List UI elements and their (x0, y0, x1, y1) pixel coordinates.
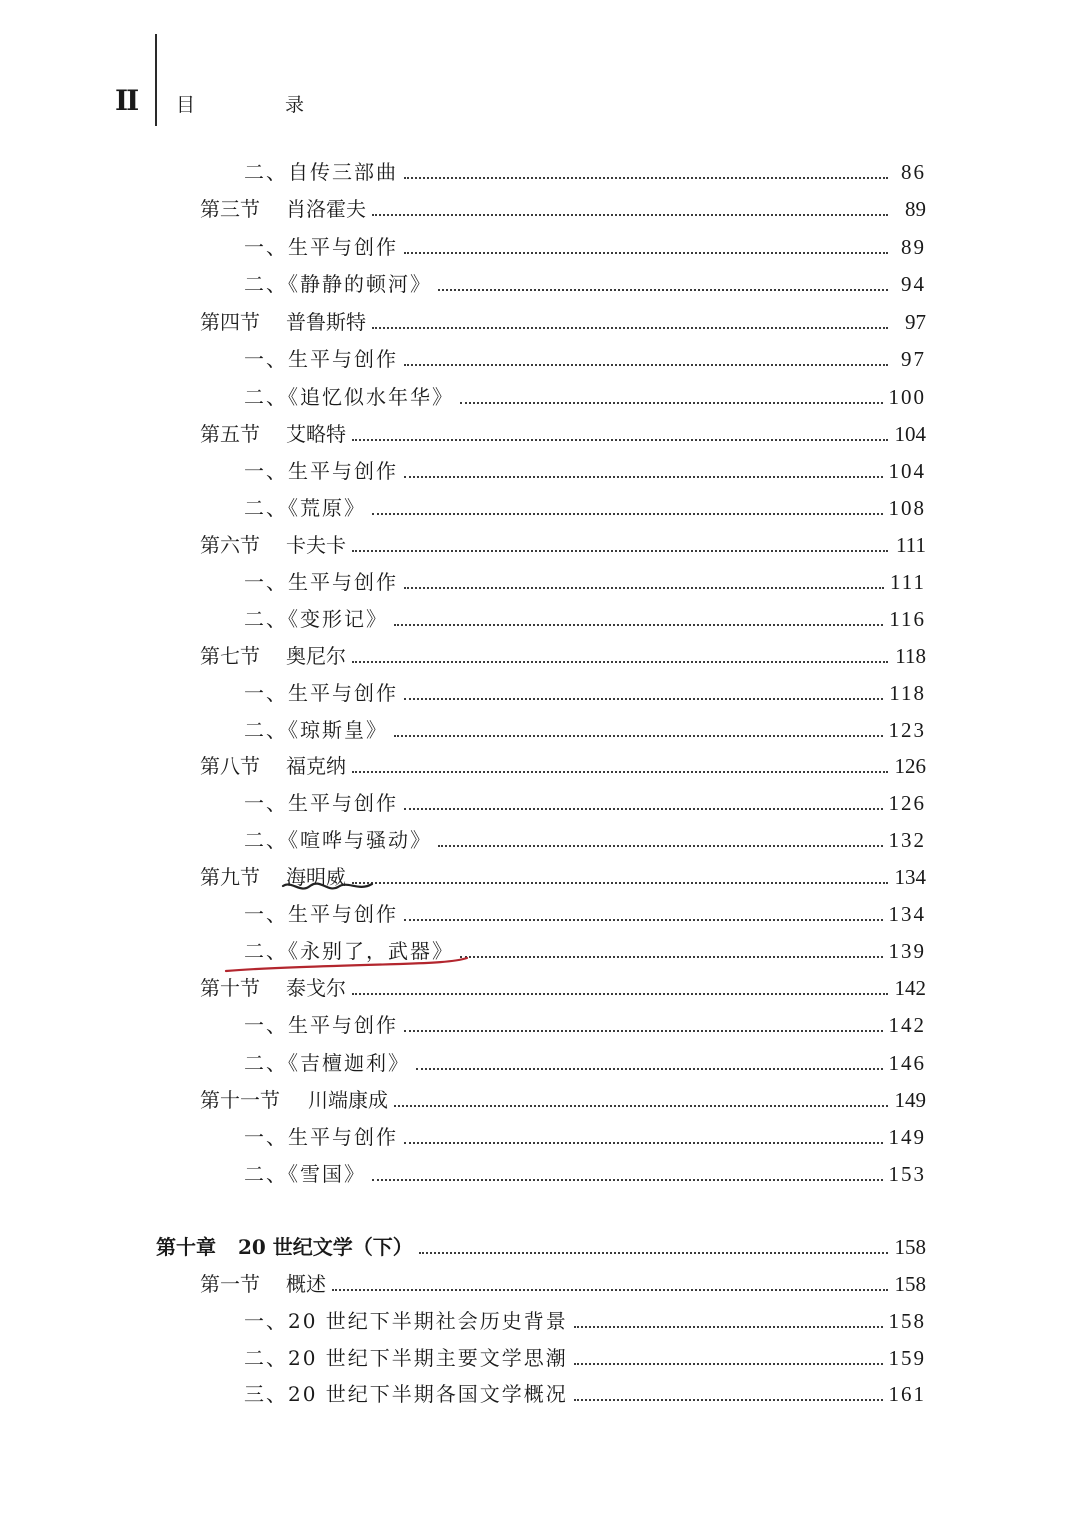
toc-page-number: 153 (888, 1162, 926, 1186)
dot-leader (438, 844, 883, 847)
dot-leader (438, 288, 888, 291)
dot-leader (404, 475, 883, 478)
toc-page-number: 104 (894, 422, 926, 446)
toc-page-number: 159 (888, 1346, 926, 1370)
dot-leader (352, 438, 888, 441)
dot-leader (574, 1362, 883, 1365)
toc-page-number: 108 (888, 496, 926, 520)
toc-entry-title: 二、《喧哗与骚动》 (244, 828, 432, 852)
toc-entry[interactable] (244, 824, 926, 858)
toc-entry-title: 二、《静静的顿河》 (244, 272, 432, 296)
dot-leader (394, 734, 883, 737)
toc-entry[interactable] (244, 343, 926, 377)
toc-page-number: 146 (888, 1051, 926, 1075)
header-title: 目 录 (176, 94, 347, 116)
dot-leader (404, 1029, 883, 1032)
toc-page-number: 149 (894, 1088, 926, 1112)
section-label: 第六节 (200, 533, 260, 557)
toc-page-number: 118 (895, 644, 926, 668)
dot-leader (352, 660, 888, 663)
toc-page-number: 142 (888, 1013, 926, 1037)
dot-leader (404, 251, 888, 254)
dot-leader (352, 992, 888, 995)
dot-leader (372, 326, 888, 329)
toc-entry-title: 川端康成 (308, 1088, 388, 1112)
toc-entry-title: 奥尼尔 (286, 644, 346, 668)
dot-leader (372, 512, 883, 515)
dot-leader (404, 363, 888, 366)
page-header (0, 0, 1080, 140)
dot-leader (394, 1104, 888, 1107)
toc-section[interactable] (200, 418, 926, 452)
toc-page-number: 100 (888, 385, 926, 409)
toc-entry[interactable] (244, 1121, 926, 1155)
toc-entry-title: 二、《永别了，武器》 (244, 939, 454, 963)
toc-entry-title: 二、自传三部曲 (244, 160, 398, 184)
section-label: 第七节 (200, 644, 260, 668)
toc-page-number: 97 (905, 310, 926, 334)
section-label: 第三节 (200, 197, 260, 221)
toc-page-number: 132 (888, 828, 926, 852)
toc-page-number: 116 (889, 607, 926, 631)
toc-entry[interactable] (244, 787, 926, 821)
toc-entry-title: 一、生平与创作 (244, 681, 398, 705)
toc-page-number: 161 (888, 1382, 926, 1406)
toc-section[interactable] (200, 972, 926, 1006)
toc-entry-title: 卡夫卡 (286, 533, 346, 557)
toc-entry[interactable] (244, 1047, 926, 1081)
toc-chapter-title: 20 世纪文学（下） (238, 1235, 413, 1259)
dot-leader (460, 401, 883, 404)
toc-page-number: 126 (894, 754, 926, 778)
page-number: II (115, 84, 138, 117)
toc-entry[interactable] (244, 1378, 926, 1412)
dot-leader (574, 1398, 883, 1401)
toc-entry[interactable] (244, 566, 926, 600)
toc-page-number: 158 (894, 1235, 926, 1259)
toc-entry[interactable] (244, 1158, 926, 1192)
toc-page-number: 134 (894, 865, 926, 889)
toc-entry-title: 一、生平与创作 (244, 235, 398, 259)
toc-entry-title: 二、《雪国》 (244, 1162, 366, 1186)
toc-section[interactable] (200, 640, 926, 674)
dot-leader (394, 623, 883, 626)
toc-entry[interactable] (244, 714, 926, 748)
toc-entry[interactable] (244, 381, 926, 415)
toc-entry-title: 艾略特 (286, 422, 346, 446)
section-label: 第五节 (200, 422, 260, 446)
toc-entry-title: 概述 (286, 1272, 326, 1296)
toc-entry[interactable] (244, 231, 926, 265)
toc-entry[interactable] (244, 156, 926, 190)
toc-entry[interactable] (244, 1305, 926, 1339)
dot-leader (404, 918, 883, 921)
toc-section[interactable] (200, 861, 926, 895)
toc-entry-title: 二、《吉檀迦利》 (244, 1051, 410, 1075)
toc-entry-title: 一、生平与创作 (244, 459, 398, 483)
section-label: 第九节 (200, 865, 260, 889)
toc-page-number: 149 (888, 1125, 926, 1149)
toc-entry[interactable] (244, 603, 926, 637)
toc-page-number: 134 (888, 902, 926, 926)
toc-entry-title: 福克纳 (286, 754, 346, 778)
toc-section[interactable] (200, 1268, 926, 1302)
toc-entry-title: 一、生平与创作 (244, 347, 398, 371)
section-label: 第八节 (200, 754, 260, 778)
section-label: 第十一节 (200, 1088, 280, 1112)
toc-page-number: 104 (888, 459, 926, 483)
dot-leader (460, 955, 883, 958)
toc-page-number: 118 (889, 681, 926, 705)
toc-page-number: 89 (901, 235, 926, 259)
toc-page-number: 86 (901, 160, 926, 184)
toc-entry-title: 二、《琼斯皇》 (244, 718, 388, 742)
toc-section[interactable] (200, 306, 926, 340)
dot-leader (419, 1251, 888, 1254)
dot-leader (404, 697, 883, 700)
toc-entry[interactable] (244, 268, 926, 302)
dot-leader (404, 176, 888, 179)
dot-leader (404, 807, 883, 810)
toc-entry-title: 海明威 (286, 865, 346, 889)
toc-entry[interactable] (244, 492, 926, 526)
toc-entry-title: 一、20 世纪下半期社会历史背景 (244, 1309, 568, 1333)
toc-entry[interactable] (244, 935, 926, 969)
dot-leader (404, 1141, 883, 1144)
toc-page-number: 126 (888, 791, 926, 815)
chapter-label: 第十章 (156, 1235, 216, 1259)
toc-entry-title: 一、生平与创作 (244, 570, 398, 594)
toc-entry[interactable] (244, 898, 926, 932)
dot-leader (574, 1325, 883, 1328)
toc-entry-title: 一、生平与创作 (244, 1125, 398, 1149)
toc-entry-title: 泰戈尔 (286, 976, 346, 1000)
section-label: 第一节 (200, 1272, 260, 1296)
header-divider (155, 34, 157, 126)
toc-page-number: 94 (901, 272, 926, 296)
toc-section[interactable] (200, 1084, 926, 1118)
dot-leader (352, 881, 888, 884)
toc-page-number: 89 (905, 197, 926, 221)
toc-entry-title: 二、20 世纪下半期主要文学思潮 (244, 1346, 568, 1370)
toc-entry[interactable] (244, 1009, 926, 1043)
toc-entry-title: 普鲁斯特 (286, 310, 366, 334)
toc-section[interactable] (200, 529, 926, 563)
toc-entry-title: 肖洛霍夫 (286, 197, 366, 221)
toc-entry[interactable] (244, 677, 926, 711)
toc-page-number: 111 (890, 570, 926, 594)
toc-page-number: 139 (888, 939, 926, 963)
toc-chapter[interactable] (156, 1231, 926, 1265)
dot-leader (352, 770, 888, 773)
toc-page-number: 97 (901, 347, 926, 371)
toc-page-number: 123 (888, 718, 926, 742)
toc-page-number: 142 (894, 976, 926, 1000)
toc-entry-title: 三、20 世纪下半期各国文学概况 (244, 1382, 568, 1406)
toc-entry-title: 二、《变形记》 (244, 607, 388, 631)
toc-section[interactable] (200, 750, 926, 784)
dot-leader (352, 549, 888, 552)
toc-entry-title: 一、生平与创作 (244, 791, 398, 815)
toc-page-number: 158 (894, 1272, 926, 1296)
toc-section[interactable] (200, 193, 926, 227)
dot-leader (332, 1288, 888, 1291)
section-label: 第四节 (200, 310, 260, 334)
toc-page-number: 158 (888, 1309, 926, 1333)
toc-entry[interactable] (244, 1342, 926, 1376)
toc-entry-title: 一、生平与创作 (244, 1013, 398, 1037)
section-label: 第十节 (200, 976, 260, 1000)
toc-page-number: 111 (896, 533, 926, 557)
toc-entry-title: 一、生平与创作 (244, 902, 398, 926)
toc-entry[interactable] (244, 455, 926, 489)
dot-leader (372, 1178, 883, 1181)
dot-leader (416, 1067, 883, 1070)
toc-entry-title: 二、《追忆似水年华》 (244, 385, 454, 409)
dot-leader (372, 213, 888, 216)
dot-leader (404, 586, 884, 589)
toc-entry-title: 二、《荒原》 (244, 496, 366, 520)
